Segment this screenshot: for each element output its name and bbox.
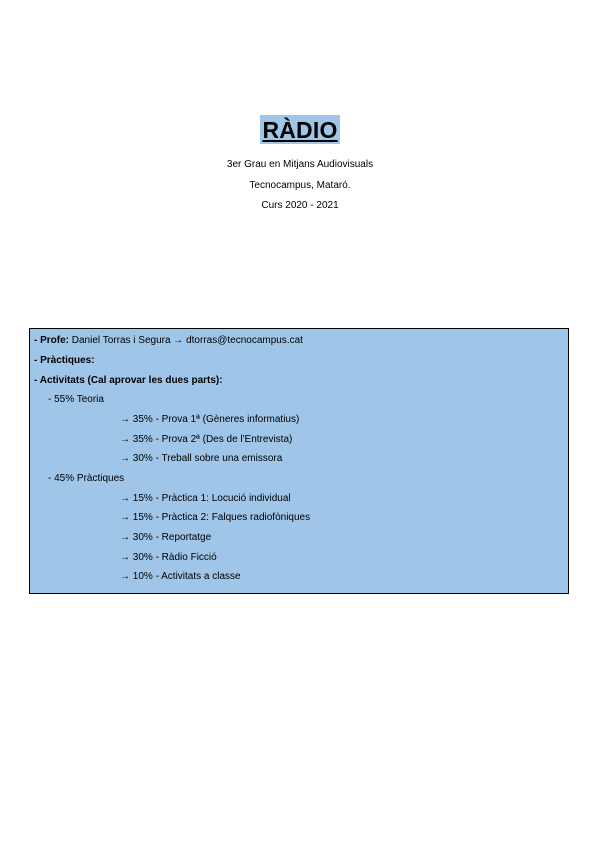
practiques-label: - Pràctiques: [34,355,95,366]
profe-value: Daniel Torras i Segura → dtorras@tecnocampus.cat [69,335,303,346]
profe-line [34,334,303,348]
page-title: RÀDIO [262,117,338,143]
list-item: → 35% - Prova 2ª (Des de l'Entrevista) [120,434,293,445]
activitats-line [34,374,223,388]
list-item: → 10% - Activitats a classe [120,571,241,582]
page-title-container [0,115,600,144]
list-item: → 15% - Pràctica 1: Locució individual [120,493,291,504]
institution-line: Tecnocampus, Mataró. [249,180,351,191]
course-line: 3er Grau en Mitjans Audiovisuals [226,159,374,170]
practiques-line [34,354,95,368]
list-item: → 30% - Reportatge [120,532,212,543]
profe-label: - Profe: [34,335,69,346]
year-line: Curs 2020 - 2021 [261,200,339,211]
list-item: → 30% - Ràdio Ficció [120,552,217,563]
course-info-box [29,328,569,594]
teoria-heading: - 55% Teoria [48,394,104,405]
list-item: → 15% - Pràctica 2: Falques radiofòniques [120,512,311,523]
practiques-heading: - 45% Pràctiques [48,473,125,484]
list-item: → 30% - Treball sobre una emissora [120,453,283,464]
activitats-label: - Activitats (Cal aprovar les dues parts): [34,375,223,386]
list-item: → 35% - Prova 1ª (Gèneres informatius) [120,414,300,425]
